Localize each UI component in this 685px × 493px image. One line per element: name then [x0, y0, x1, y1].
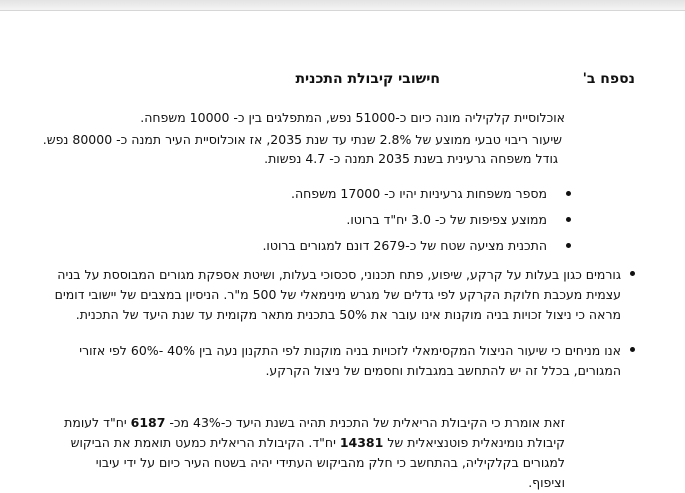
list-item-text: מספר משפחות גרעיניות יהיו כ- 17000 משפחה. [290, 186, 547, 201]
conclusion-paragraph [55, 413, 565, 493]
appendix-header [75, 70, 635, 90]
appendix-title: חישובי קיבולת התכנית [295, 71, 440, 87]
nominal-units-number: 14381 [339, 435, 384, 450]
intro-line-3: גודל משפחה גרעינית בשנת 2035 תמנה כ- 4.7 נפשות. [264, 151, 558, 166]
bullet-icon [630, 271, 635, 276]
conclusion-text-1: זאת אומרת כי הקיבולת הריאלית של התכנית תהיה בשנת היעד כ-43% מכ- [165, 415, 565, 430]
intro-line-1: אוכלוסיית קלקיליה מונה כיום כ-51000 נפש, המתפלגים בין כ- 10000 משפחה. [140, 110, 565, 125]
list-item-text: התכנית מציעה שטח של כ-2679 דונם למגורים ברוטו. [262, 238, 547, 253]
document-page [0, 10, 685, 490]
list-item [105, 238, 575, 264]
bullet-icon [630, 347, 635, 352]
bullet-icon [566, 243, 571, 248]
list-item-text: אנו מניחים כי שיעור הניצול המקסימאלי לזכויות בניה מוקנות לפי התקנון נעה בין 40% -60% לפי אזורי המגורים, בכלל זה יש להתחשב במגבלות וחסמים של ניצול הקרקע. [79, 343, 621, 378]
list-item-text: ממוצע צפיפות של כ- 3.0 יח"ד ברוטו. [346, 212, 547, 227]
conclusion-text-3: יח"ד. הקיבולת הריאלית כמעט תואמת את הביקוש למגורים בקלקיליה, בהתחשב כי חלק מהביקוש העתידי יהיה בשטח העיר כיום על ידי עיבוי וציפוף. [70, 435, 565, 490]
inner-bullet-list [105, 186, 575, 264]
realistic-units-number: 6187 [130, 415, 166, 430]
appendix-label: נספח ב' [582, 71, 635, 87]
bullet-icon [566, 191, 571, 196]
list-item [105, 212, 575, 238]
list-item [35, 341, 635, 381]
outer-bullet-list [35, 265, 635, 397]
intro-line-2: שיעור ריבוי טבעי ממוצע של 2.8% שנתי עד שנת 2035, אז אוכלוסיית העיר תמנה כ- 80000 נפש. [42, 132, 562, 147]
conclusion-text-2: יח"ד לעומת קיבולת נומינאלית פוטנציאלית של [64, 415, 565, 450]
list-item [105, 186, 575, 212]
bullet-icon [566, 217, 571, 222]
list-item-text: גורמים כגון בעלות על קרקע, שיפוע, פתח תכנוני, סכסוכי בעלות, ושיטת אספקת מגורים המבוססת על בניה עצמית מעכבת חלוקת הקרקע לפי גדלים של מגרש מינימאלי של 500 מ"ר. הניסיון במצבים של יישובי דומים מראה כי ניצול זכויות בניה מוקנות אינו עובר את 50% בתכנית מתאר מקומית עד שנת היעד של התכנית. [54, 267, 621, 322]
list-item [35, 265, 635, 325]
